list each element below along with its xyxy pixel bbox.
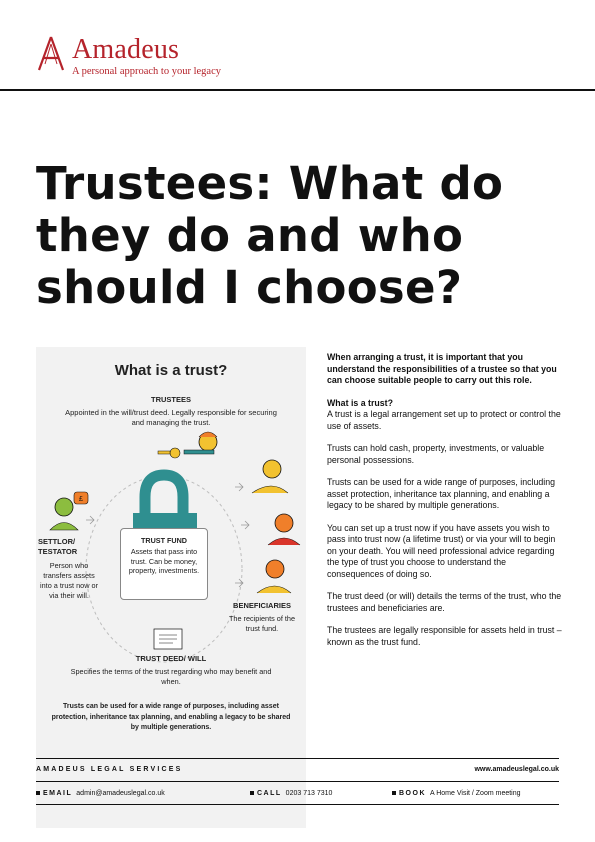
footer-company: AMADEUS LEGAL SERVICES [36,766,183,773]
trustees-description: Appointed in the will/trust deed. Legally responsible for securing and managing the trust. [65,408,277,427]
footer-email: EMAIL admin@amadeuslegal.co.uk [36,790,165,797]
beneficiaries-description: The recipients of the trust fund. [228,614,296,633]
footer-divider-bottom [36,804,559,805]
svg-text:£: £ [79,496,83,503]
footer-book: BOOK A Home Visit / Zoom meeting [392,790,521,797]
trust-deed-description: Specifies the terms of the trust regarding who may benefit and when. [70,667,272,686]
amadeus-logo-icon [36,36,66,72]
settlor-heading: SETTLOR/ TESTATOR [38,537,78,556]
settlor-person-icon [50,492,94,530]
body-text [327,352,563,659]
trustees-heading: TRUSTEES [150,395,191,404]
body-paragraph: Trusts can hold cash, property, investments, or valuable personal possessions. [327,443,545,465]
trustee-person-icon [158,432,217,458]
trust-fund-heading: TRUST FUND [141,536,187,545]
panel-heading: What is a trust? [114,362,228,379]
body-paragraph: Trusts can be used for a wide range of purposes, including asset protection, inheritance tax planning, and enabling a legacy to be shared by multiple generations. [327,477,556,510]
footer-phone-link[interactable]: 0203 713 7310 [285,790,333,797]
lead-paragraph: When arranging a trust, it is important that you understand the responsibilities of a trustee so that you can choose suitable people to carry out this role. [327,352,557,385]
beneficiary-1-icon [235,460,288,493]
body-paragraph: The trustees are legally responsible for assets held in trust – known as the trust fund. [327,625,562,647]
footer-divider-middle [36,781,559,782]
settlor-description: Person who transfers assets into a trust now or via their will. [40,561,98,600]
body-paragraph: You can set up a trust now if you have assets you wish to pass into trust now (a lifetime trust) or via your will to begin on your death. You will need professional advice regarding the type of trust you choose to understand the consequences of doing so. [327,522,556,579]
footer-divider-top [36,758,559,759]
body-paragraph: The trust deed (or will) details the terms of the trust, who the trustees and beneficiaries are. [327,591,562,613]
bullet-square-icon [250,791,254,795]
footer-call: CALL 0203 713 7310 [250,790,332,797]
page-title: Trustees: What do they do and who should I choose? [36,157,504,314]
panel-footnote: Trusts can be used for a wide range of purposes, including asset protection, inheritance tax planning, and enabling a legacy to be shared by multiple generations. [51,703,291,731]
bullet-square-icon [392,791,396,795]
beneficiaries-heading: BENEFICIARIES [233,601,291,610]
footer-website-link[interactable]: www.amadeuslegal.co.uk [474,766,559,773]
bullet-square-icon [36,791,40,795]
brand-name: Amadeus [72,34,180,65]
beneficiary-3-icon [235,560,291,593]
header [36,34,276,82]
footer-email-link[interactable]: admin@amadeuslegal.co.uk [76,790,165,797]
body-paragraph: A trust is a legal arrangement set up to protect or control the use of assets. [327,409,561,431]
footer-book-link[interactable]: A Home Visit / Zoom meeting [430,790,521,797]
trust-deed-heading: TRUST DEED/ WILL [135,654,207,663]
brand-tagline: A personal approach to your legacy [72,66,221,77]
beneficiary-2-icon [241,514,300,545]
header-divider [0,89,595,91]
scroll-icon [154,629,182,649]
section-subheading: What is a trust? [327,397,393,408]
trust-fund-description: Assets that pass into trust. Can be money, property, investments. [128,547,200,575]
trust-infographic [36,347,306,828]
